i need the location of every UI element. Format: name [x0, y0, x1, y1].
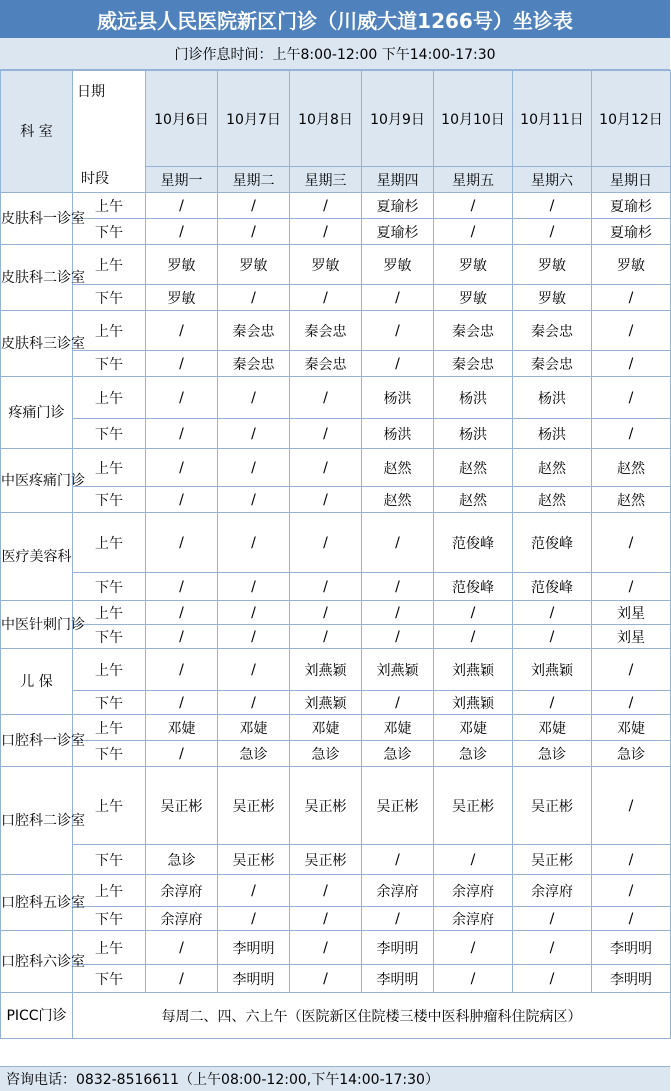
phone-line: 咨询电话：0832-8516611（上午08:00-12:00,下午14:00-17:30）	[0, 1066, 670, 1091]
slot-cell: 上午	[73, 311, 146, 351]
doctor-cell: 急诊	[290, 741, 362, 767]
doctor-cell: /	[218, 625, 290, 649]
doctor-cell: /	[218, 907, 290, 931]
doctor-cell: 刘燕颖	[513, 649, 592, 691]
date-header: 10月9日	[362, 71, 434, 167]
doctor-cell: 余淳府	[434, 875, 513, 907]
doctor-cell: /	[434, 193, 513, 219]
doctor-cell: 范俊峰	[513, 513, 592, 573]
schedule-table	[0, 70, 671, 1039]
date-header: 10月11日	[513, 71, 592, 167]
department-name: 疼痛门诊	[1, 377, 73, 449]
slot-cell: 上午	[73, 875, 146, 907]
doctor-cell: 罗敏	[592, 245, 671, 285]
doctor-cell: /	[290, 907, 362, 931]
weekday-header: 星期六	[513, 167, 592, 193]
doctor-cell: /	[592, 767, 671, 845]
doctor-cell: /	[290, 625, 362, 649]
page-title: 威远县人民医院新区门诊（川威大道1266号）坐诊表	[0, 0, 670, 38]
doctor-cell: /	[513, 601, 592, 625]
doctor-cell: /	[290, 601, 362, 625]
slot-cell: 上午	[73, 715, 146, 741]
slot-cell: 上午	[73, 931, 146, 965]
doctor-cell: 杨洪	[434, 419, 513, 449]
doctor-cell: 吴正彬	[362, 767, 434, 845]
doctor-cell: 罗敏	[513, 245, 592, 285]
doctor-cell: 罗敏	[434, 285, 513, 311]
doctor-cell: /	[592, 311, 671, 351]
slot-cell: 上午	[73, 193, 146, 219]
dept-header: 科 室	[1, 71, 73, 193]
doctor-cell: /	[218, 377, 290, 419]
doctor-cell: /	[146, 931, 218, 965]
doctor-cell: /	[513, 193, 592, 219]
doctor-cell: /	[218, 875, 290, 907]
doctor-cell: 罗敏	[218, 245, 290, 285]
doctor-cell: 刘燕颖	[290, 649, 362, 691]
doctor-cell: /	[290, 419, 362, 449]
slot-cell: 下午	[73, 219, 146, 245]
doctor-cell: /	[290, 377, 362, 419]
doctor-cell: 李明明	[362, 931, 434, 965]
department-name: 皮肤科三诊室	[1, 311, 73, 377]
slot-cell: 上午	[73, 601, 146, 625]
doctor-cell: /	[592, 573, 671, 601]
doctor-cell: /	[592, 351, 671, 377]
doctor-cell: /	[513, 625, 592, 649]
slot-cell: 下午	[73, 487, 146, 513]
doctor-cell: /	[513, 219, 592, 245]
slot-cell: 上午	[73, 377, 146, 419]
doctor-cell: /	[290, 219, 362, 245]
doctor-cell: /	[290, 573, 362, 601]
doctor-cell: /	[592, 691, 671, 715]
doctor-cell: 赵然	[434, 487, 513, 513]
doctor-cell: 范俊峰	[434, 573, 513, 601]
doctor-cell: 吴正彬	[513, 845, 592, 875]
doctor-cell: 秦会忠	[513, 351, 592, 377]
doctor-cell: /	[513, 931, 592, 965]
doctor-cell: 邓婕	[592, 715, 671, 741]
slot-cell: 下午	[73, 351, 146, 377]
doctor-cell: /	[362, 351, 434, 377]
doctor-cell: 赵然	[513, 487, 592, 513]
doctor-cell: /	[362, 601, 434, 625]
doctor-cell: 赵然	[592, 487, 671, 513]
doctor-cell: 吴正彬	[146, 767, 218, 845]
doctor-cell: 邓婕	[146, 715, 218, 741]
date-slot-corner	[73, 71, 146, 193]
doctor-cell: /	[218, 601, 290, 625]
doctor-cell: /	[513, 907, 592, 931]
doctor-cell: 罗敏	[146, 245, 218, 285]
doctor-cell: /	[434, 601, 513, 625]
doctor-cell: 罗敏	[434, 245, 513, 285]
doctor-cell: /	[592, 845, 671, 875]
doctor-cell: /	[218, 449, 290, 487]
doctor-cell: /	[146, 487, 218, 513]
weekday-header: 星期三	[290, 167, 362, 193]
doctor-cell: /	[146, 219, 218, 245]
doctor-cell: /	[290, 449, 362, 487]
doctor-cell: /	[592, 875, 671, 907]
slot-cell: 下午	[73, 285, 146, 311]
doctor-cell: /	[218, 649, 290, 691]
doctor-cell: 邓婕	[434, 715, 513, 741]
doctor-cell: /	[362, 845, 434, 875]
doctor-cell: /	[434, 845, 513, 875]
doctor-cell: 秦会忠	[218, 311, 290, 351]
doctor-cell: /	[146, 513, 218, 573]
doctor-cell: /	[592, 419, 671, 449]
slot-cell: 上午	[73, 513, 146, 573]
doctor-cell: /	[218, 573, 290, 601]
doctor-cell: 刘燕颖	[290, 691, 362, 715]
department-name: 口腔科五诊室	[1, 875, 73, 931]
doctor-cell: /	[434, 965, 513, 993]
doctor-cell: 急诊	[434, 741, 513, 767]
clinic-hours: 门诊作息时间：上午8:00-12:00 下午14:00-17:30	[0, 38, 670, 70]
doctor-cell: 余淳府	[146, 875, 218, 907]
doctor-cell: /	[146, 193, 218, 219]
weekday-header: 星期四	[362, 167, 434, 193]
doctor-cell: 邓婕	[362, 715, 434, 741]
doctor-cell: 杨洪	[513, 377, 592, 419]
doctor-cell: 邓婕	[218, 715, 290, 741]
doctor-cell: 杨洪	[434, 377, 513, 419]
weekday-header: 星期五	[434, 167, 513, 193]
doctor-cell: /	[218, 193, 290, 219]
doctor-cell: /	[290, 513, 362, 573]
department-name: 皮肤科一诊室	[1, 193, 73, 245]
doctor-cell: /	[146, 741, 218, 767]
doctor-cell: 李明明	[592, 965, 671, 993]
doctor-cell: /	[218, 691, 290, 715]
doctor-cell: 吴正彬	[218, 767, 290, 845]
weekday-header: 星期日	[592, 167, 671, 193]
slot-cell: 下午	[73, 691, 146, 715]
doctor-cell: 吴正彬	[218, 845, 290, 875]
doctor-cell: 秦会忠	[434, 351, 513, 377]
doctor-cell: 李明明	[218, 965, 290, 993]
doctor-cell: /	[146, 601, 218, 625]
doctor-cell: /	[362, 907, 434, 931]
doctor-cell: /	[146, 449, 218, 487]
doctor-cell: 李明明	[592, 931, 671, 965]
doctor-cell: /	[362, 573, 434, 601]
doctor-cell: 刘燕颖	[434, 649, 513, 691]
doctor-cell: 急诊	[592, 741, 671, 767]
doctor-cell: /	[146, 965, 218, 993]
date-header: 10月10日	[434, 71, 513, 167]
department-name: 儿 保	[1, 649, 73, 715]
doctor-cell: 急诊	[146, 845, 218, 875]
doctor-cell: /	[290, 875, 362, 907]
slot-cell: 下午	[73, 845, 146, 875]
doctor-cell: 赵然	[362, 487, 434, 513]
doctor-cell: 秦会忠	[513, 311, 592, 351]
doctor-cell: /	[290, 931, 362, 965]
doctor-cell: 余淳府	[434, 907, 513, 931]
doctor-cell: /	[146, 573, 218, 601]
date-header: 10月6日	[146, 71, 218, 167]
doctor-cell: 刘星	[592, 601, 671, 625]
date-header: 10月7日	[218, 71, 290, 167]
doctor-cell: /	[362, 691, 434, 715]
doctor-cell: /	[592, 649, 671, 691]
doctor-cell: /	[218, 487, 290, 513]
doctor-cell: 罗敏	[290, 245, 362, 285]
doctor-cell: 夏瑜杉	[592, 219, 671, 245]
doctor-cell: /	[362, 311, 434, 351]
doctor-cell: 吴正彬	[290, 845, 362, 875]
doctor-cell: /	[434, 219, 513, 245]
doctor-cell: /	[592, 513, 671, 573]
doctor-cell: /	[218, 285, 290, 311]
doctor-cell: 余淳府	[362, 875, 434, 907]
doctor-cell: 秦会忠	[290, 311, 362, 351]
doctor-cell: 范俊峰	[513, 573, 592, 601]
doctor-cell: 罗敏	[146, 285, 218, 311]
doctor-cell: /	[218, 219, 290, 245]
doctor-cell: 范俊峰	[434, 513, 513, 573]
doctor-cell: 余淳府	[513, 875, 592, 907]
doctor-cell: /	[146, 377, 218, 419]
doctor-cell: /	[146, 311, 218, 351]
doctor-cell: /	[362, 513, 434, 573]
slot-cell: 下午	[73, 907, 146, 931]
doctor-cell: 秦会忠	[434, 311, 513, 351]
doctor-cell: 赵然	[592, 449, 671, 487]
picc-note: 每周二、四、六上午（医院新区住院楼三楼中医科肿瘤科住院病区）	[73, 993, 671, 1039]
slot-cell: 下午	[73, 419, 146, 449]
doctor-cell: /	[434, 625, 513, 649]
doctor-cell: /	[290, 487, 362, 513]
doctor-cell: 邓婕	[513, 715, 592, 741]
doctor-cell: 罗敏	[513, 285, 592, 311]
doctor-cell: /	[362, 625, 434, 649]
doctor-cell: /	[434, 931, 513, 965]
doctor-cell: 刘燕颖	[434, 691, 513, 715]
slot-cell: 下午	[73, 965, 146, 993]
doctor-cell: /	[513, 691, 592, 715]
doctor-cell: 杨洪	[513, 419, 592, 449]
doctor-cell: 秦会忠	[218, 351, 290, 377]
doctor-cell: /	[146, 625, 218, 649]
doctor-cell: /	[146, 351, 218, 377]
slot-label: 时段	[81, 171, 109, 187]
slot-cell: 下午	[73, 741, 146, 767]
doctor-cell: /	[592, 377, 671, 419]
doctor-cell: 夏瑜杉	[362, 193, 434, 219]
doctor-cell: /	[146, 691, 218, 715]
doctor-cell: /	[218, 513, 290, 573]
doctor-cell: 夏瑜杉	[592, 193, 671, 219]
doctor-cell: /	[290, 965, 362, 993]
doctor-cell: 刘燕颖	[362, 649, 434, 691]
department-name: 口腔科一诊室	[1, 715, 73, 767]
slot-cell: 下午	[73, 625, 146, 649]
date-label: 日期	[77, 84, 105, 100]
doctor-cell: /	[290, 193, 362, 219]
date-header: 10月12日	[592, 71, 671, 167]
department-name: 口腔科六诊室	[1, 931, 73, 993]
slot-cell: 上午	[73, 245, 146, 285]
slot-cell: 上午	[73, 649, 146, 691]
doctor-cell: 急诊	[218, 741, 290, 767]
slot-cell: 上午	[73, 767, 146, 845]
doctor-cell: /	[592, 285, 671, 311]
department-name: 中医针刺门诊	[1, 601, 73, 649]
department-name: 中医疼痛门诊	[1, 449, 73, 513]
weekday-header: 星期二	[218, 167, 290, 193]
doctor-cell: /	[362, 285, 434, 311]
doctor-cell: /	[146, 419, 218, 449]
doctor-cell: 吴正彬	[290, 767, 362, 845]
doctor-cell: 夏瑜杉	[362, 219, 434, 245]
doctor-cell: 罗敏	[362, 245, 434, 285]
doctor-cell: /	[290, 285, 362, 311]
department-name: 医疗美容科	[1, 513, 73, 601]
doctor-cell: 赵然	[513, 449, 592, 487]
date-header: 10月8日	[290, 71, 362, 167]
doctor-cell: /	[592, 907, 671, 931]
doctor-cell: /	[218, 419, 290, 449]
doctor-cell: 吴正彬	[513, 767, 592, 845]
picc-name: PICC门诊	[1, 993, 73, 1039]
doctor-cell: 赵然	[362, 449, 434, 487]
doctor-cell: 赵然	[434, 449, 513, 487]
slot-cell: 上午	[73, 449, 146, 487]
doctor-cell: 杨洪	[362, 377, 434, 419]
doctor-cell: /	[513, 965, 592, 993]
doctor-cell: 杨洪	[362, 419, 434, 449]
slot-cell: 下午	[73, 573, 146, 601]
doctor-cell: 刘星	[592, 625, 671, 649]
doctor-cell: 急诊	[513, 741, 592, 767]
doctor-cell: 余淳府	[146, 907, 218, 931]
doctor-cell: 邓婕	[290, 715, 362, 741]
doctor-cell: 李明明	[218, 931, 290, 965]
doctor-cell: 秦会忠	[290, 351, 362, 377]
doctor-cell: 吴正彬	[434, 767, 513, 845]
weekday-header: 星期一	[146, 167, 218, 193]
doctor-cell: 李明明	[362, 965, 434, 993]
department-name: 口腔科二诊室	[1, 767, 73, 875]
doctor-cell: /	[146, 649, 218, 691]
doctor-cell: 急诊	[362, 741, 434, 767]
department-name: 皮肤科二诊室	[1, 245, 73, 311]
